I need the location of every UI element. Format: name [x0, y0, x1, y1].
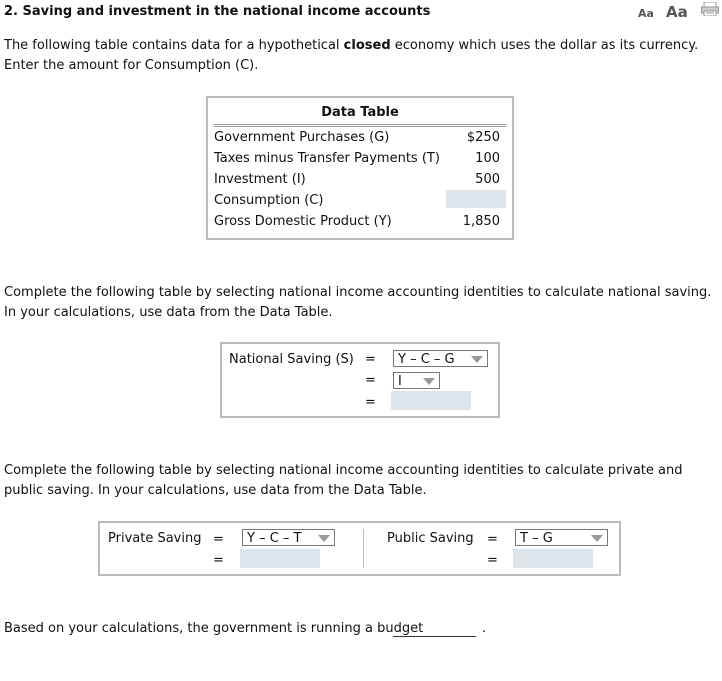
intro-paragraph: [4, 36, 716, 76]
row-label-taxes: Taxes minus Transfer Payments (T): [214, 151, 440, 166]
column-divider: [363, 529, 364, 568]
private-saving-input[interactable]: [240, 549, 320, 568]
row-label-gdp: Gross Domestic Product (Y): [214, 214, 392, 229]
row-value-investment: 500: [475, 172, 500, 187]
row-label-consumption: Consumption (C): [214, 193, 324, 208]
private-public-saving-box: [98, 521, 621, 576]
font-size-large-button[interactable]: Aa: [666, 3, 688, 21]
equals-sign: =: [365, 395, 376, 410]
row-value-gdp: 1,850: [462, 214, 500, 229]
equals-sign: =: [213, 553, 224, 568]
budget-period: .: [482, 621, 487, 636]
question-title: 2. Saving and investment in the national income accounts: [4, 4, 431, 19]
budget-answer-blank[interactable]: [393, 620, 476, 637]
data-table-rule: [214, 124, 506, 127]
intro-text-2: economy which uses the dollar as its currency. Enter the amount for Consumption (C).: [4, 38, 699, 73]
national-saving-label: National Saving (S): [229, 352, 354, 367]
private-saving-select[interactable]: [242, 529, 335, 546]
row-label-investment: Investment (I): [214, 172, 306, 187]
public-saving-label: Public Saving: [387, 531, 474, 546]
equals-sign: =: [365, 352, 376, 367]
dropdown-arrow-icon: [591, 535, 603, 542]
equals-sign: =: [487, 532, 498, 547]
private-saving-label: Private Saving: [108, 531, 202, 546]
row-value-taxes: 100: [475, 151, 500, 166]
data-table: [206, 96, 514, 240]
equals-sign: =: [487, 553, 498, 568]
select-value: Y – C – T: [247, 531, 302, 546]
budget-sentence: Based on your calculations, the government is running a budget: [4, 621, 424, 636]
national-saving-input[interactable]: [391, 391, 471, 410]
dropdown-arrow-icon: [471, 356, 483, 363]
data-table-title: Data Table: [321, 105, 399, 120]
font-size-small-button[interactable]: Aa: [638, 7, 654, 20]
national-saving-instructions: Complete the following table by selecting national income accounting identities to calculate national saving. In your calculations, use data from the Data Table.: [4, 285, 712, 320]
national-saving-select-2[interactable]: [393, 372, 440, 389]
equals-sign: =: [365, 373, 376, 388]
dropdown-arrow-icon: [423, 378, 435, 385]
row-value-government-purchases: $250: [466, 130, 500, 145]
consumption-input[interactable]: [446, 190, 506, 208]
printer-icon[interactable]: [701, 2, 719, 16]
intro-bold: closed: [343, 38, 391, 53]
national-saving-box: [220, 342, 500, 418]
equals-sign: =: [213, 532, 224, 547]
select-value: Y – C – G: [398, 352, 455, 367]
private-public-instructions: Complete the following table by selecting national income accounting identities to calculate private and public saving. In your calculations, use data from the Data Table.: [4, 463, 683, 498]
national-saving-select-1[interactable]: [393, 350, 488, 367]
select-value: I: [398, 374, 402, 389]
dropdown-arrow-icon: [318, 535, 330, 542]
public-saving-select[interactable]: [515, 529, 608, 546]
public-saving-input[interactable]: [513, 549, 593, 568]
row-label-government-purchases: Government Purchases (G): [214, 130, 390, 145]
select-value: T – G: [520, 531, 553, 546]
intro-text-1: The following table contains data for a hypothetical: [4, 38, 344, 53]
